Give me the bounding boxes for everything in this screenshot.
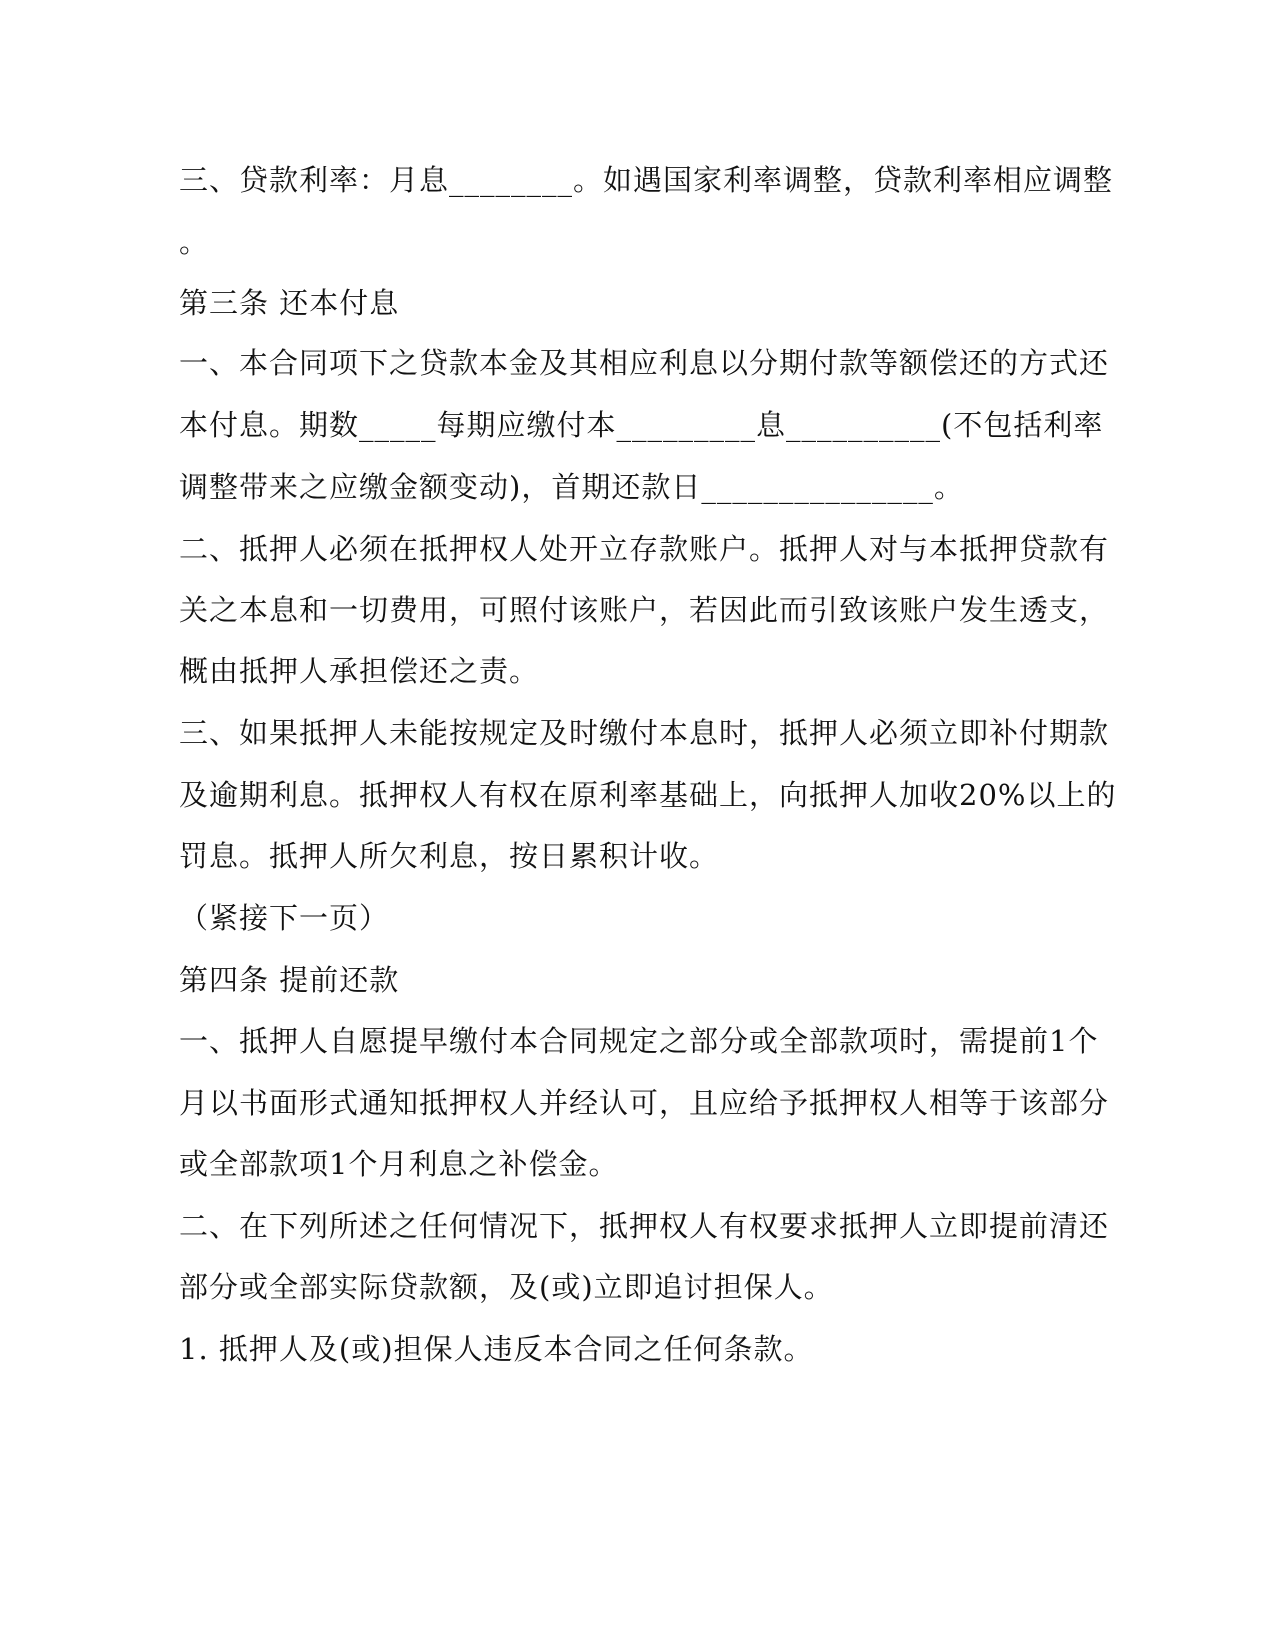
- article-4-item-1-line-1: 一、抵押人自愿提早缴付本合同规定之部分或全部款项时，需提前1个: [179, 1024, 1099, 1058]
- article-4-item-2-line-2: 部分或全部实际贷款额，及(或)立即追讨担保人。: [179, 1270, 834, 1304]
- article-3-item-2-line-2: 关之本息和一切费用，可照付该账户，若因此而引致该账户发生透支，: [179, 593, 1110, 627]
- article-3-item-3-line-1: 三、如果抵押人未能按规定及时缴付本息时，抵押人必须立即补付期款: [179, 716, 1110, 750]
- article-4-subitem-1: 1. 抵押人及(或)担保人违反本合同之任何条款。: [179, 1332, 814, 1366]
- clause-interest-rate-line-1: 三、贷款利率：月息________。如遇国家利率调整，贷款利率相应调整: [179, 163, 1114, 197]
- article-3-item-1-line-1: 一、本合同项下之贷款本金及其相应利息以分期付款等额偿还的方式还: [179, 346, 1110, 380]
- article-4-item-2-line-1: 二、在下列所述之任何情况下，抵押权人有权要求抵押人立即提前清还: [179, 1209, 1110, 1243]
- article-4-item-1-line-2: 月以书面形式通知抵押权人并经认可，且应给予抵押权人相等于该部分: [179, 1086, 1110, 1120]
- article-3-item-1-line-3: 调整带来之应缴金额变动)，首期还款日_______________。: [179, 470, 964, 504]
- article-3-heading: 第三条 还本付息: [179, 286, 400, 320]
- article-3-item-1-line-2: 本付息。期数_____每期应缴付本_________息__________(不包括利率: [179, 408, 1104, 442]
- article-3-item-2-line-3: 概由抵押人承担偿还之责。: [179, 654, 540, 688]
- clause-interest-rate-line-2: 。: [179, 225, 210, 259]
- article-3-item-3-line-2: 及逾期利息。抵押权人有权在原利率基础上，向抵押人加收20%以上的: [179, 778, 1117, 812]
- article-4-heading: 第四条 提前还款: [179, 963, 400, 997]
- continued-next-page-note: （紧接下一页）: [179, 901, 390, 935]
- article-3-item-3-line-3: 罚息。抵押人所欠利息，按日累积计收。: [179, 839, 720, 873]
- article-4-item-1-line-3: 或全部款项1个月利息之补偿金。: [179, 1147, 619, 1181]
- article-3-item-2-line-1: 二、抵押人必须在抵押权人处开立存款账户。抵押人对与本抵押贷款有: [179, 532, 1110, 566]
